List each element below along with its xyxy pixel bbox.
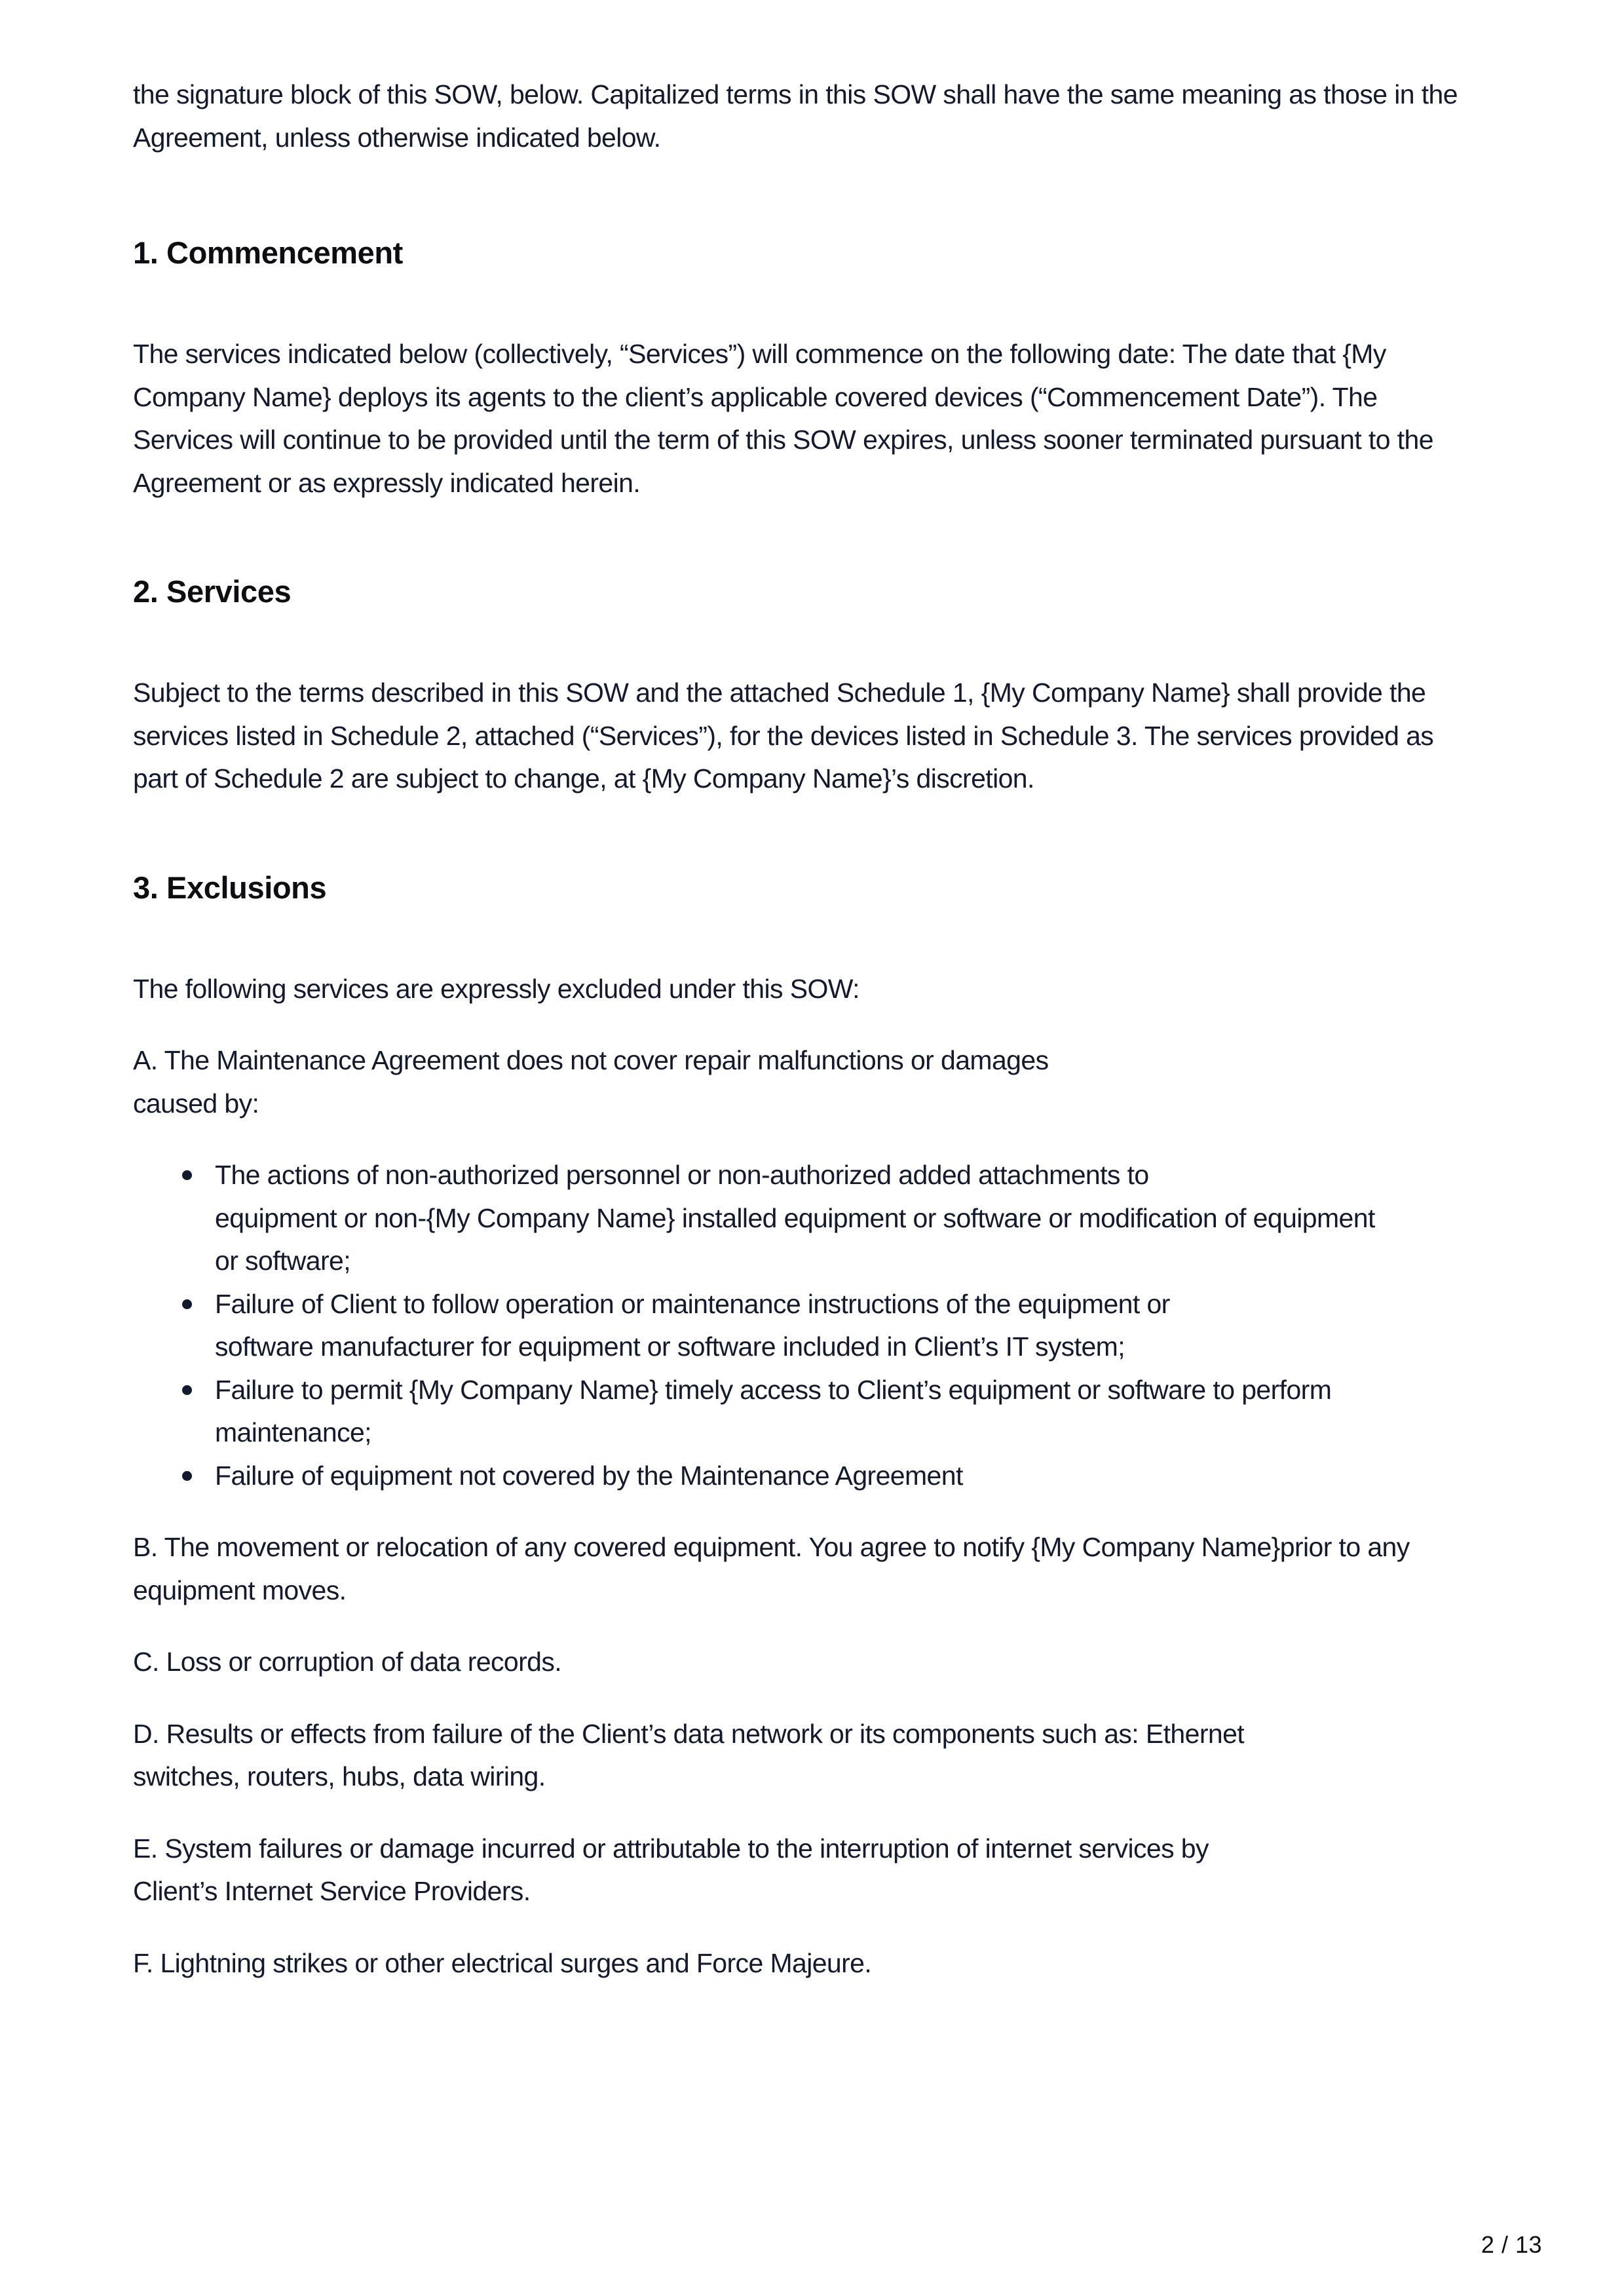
exclusion-item-b xyxy=(133,1526,1496,1612)
text-line: switches, routers, hubs, data wiring. xyxy=(133,1761,546,1791)
text-line: F. Lightning strikes or other electrical surges and Force Majeure. xyxy=(133,1947,872,1978)
text-line: the signature block of this SOW, below. Capitalized terms in this SOW shall have the same meaning as those in the xyxy=(133,79,1458,109)
text-line: Company Name} deploys its agents to the client’s applicable covered devices (“Commencement Date”). The xyxy=(133,381,1378,412)
text-line: equipment or non-{My Company Name} installed equipment or software or modification of equipment xyxy=(215,1202,1375,1233)
text-line: Failure of Client to follow operation or maintenance instructions of the equipment or xyxy=(215,1288,1170,1319)
services-paragraph xyxy=(133,672,1496,801)
text-line: B. The movement or relocation of any covered equipment. You agree to notify {My Company Name}prior to any xyxy=(133,1532,1410,1562)
text-line: Services will continue to be provided until the term of this SOW expires, unless sooner terminated pursuant to the xyxy=(133,425,1433,455)
text-line: Agreement, unless otherwise indicated below. xyxy=(133,122,661,153)
commencement-paragraph xyxy=(133,333,1496,505)
text-line: caused by: xyxy=(133,1088,259,1119)
intro-paragraph xyxy=(133,73,1496,159)
text-line: D. Results or effects from failure of the Client’s data network or its components such as: Ethernet xyxy=(133,1718,1245,1749)
text-line: Failure of equipment not covered by the Maintenance Agreement xyxy=(215,1460,963,1491)
text-line: Subject to the terms described in this SOW and the attached Schedule 1, {My Company Name} shall provide the xyxy=(133,678,1426,708)
bullet-item xyxy=(215,1455,1496,1498)
exclusion-a-bullet-list xyxy=(133,1154,1496,1497)
bullet-dot-icon xyxy=(182,1170,192,1180)
text-line: Agreement or as expressly indicated herein. xyxy=(133,467,641,498)
text-line: E. System failures or damage incurred or attributable to the interruption of internet services by xyxy=(133,1833,1209,1864)
exclusion-item-c xyxy=(133,1641,1496,1684)
text-line: A. The Maintenance Agreement does not cover repair malfunctions or damages xyxy=(133,1045,1049,1075)
text-line: C. Loss or corruption of data records. xyxy=(133,1647,562,1677)
section-heading-commencement: 1. Commencement xyxy=(133,235,403,270)
exclusion-item-d xyxy=(133,1713,1496,1799)
page-number: 2 / 13 xyxy=(1481,2231,1542,2258)
text-line: Client’s Internet Service Providers. xyxy=(133,1876,531,1906)
bullet-dot-icon xyxy=(182,1385,192,1395)
bullet-item xyxy=(215,1154,1496,1283)
bullet-item xyxy=(215,1369,1496,1455)
exclusions-intro: The following services are expressly excluded under this SOW: xyxy=(133,973,859,1004)
text-line: or software; xyxy=(215,1246,350,1276)
document-page xyxy=(133,73,1496,1985)
text-line: The actions of non-authorized personnel or non-authorized added attachments to xyxy=(215,1160,1149,1190)
text-line: Failure to permit {My Company Name} timely access to Client’s equipment or software to perform xyxy=(215,1374,1332,1405)
section-heading-exclusions: 3. Exclusions xyxy=(133,870,327,905)
bullet-item xyxy=(215,1283,1496,1369)
section-heading-services: 2. Services xyxy=(133,574,292,609)
text-line: part of Schedule 2 are subject to change, at {My Company Name}’s discretion. xyxy=(133,763,1034,794)
bullet-dot-icon xyxy=(182,1471,192,1481)
text-line: equipment moves. xyxy=(133,1575,347,1605)
exclusion-item-f xyxy=(133,1942,1496,1985)
text-line: The services indicated below (collectively, “Services”) will commence on the following date: The date that {My xyxy=(133,339,1386,369)
text-line: services listed in Schedule 2, attached (“Services”), for the devices listed in Schedule 3. The services provided as xyxy=(133,720,1434,751)
exclusion-item-e xyxy=(133,1827,1496,1913)
bullet-dot-icon xyxy=(182,1299,192,1309)
text-line: software manufacturer for equipment or software included in Client’s IT system; xyxy=(215,1331,1125,1362)
text-line: maintenance; xyxy=(215,1417,371,1447)
exclusion-item-a xyxy=(133,1039,1496,1125)
